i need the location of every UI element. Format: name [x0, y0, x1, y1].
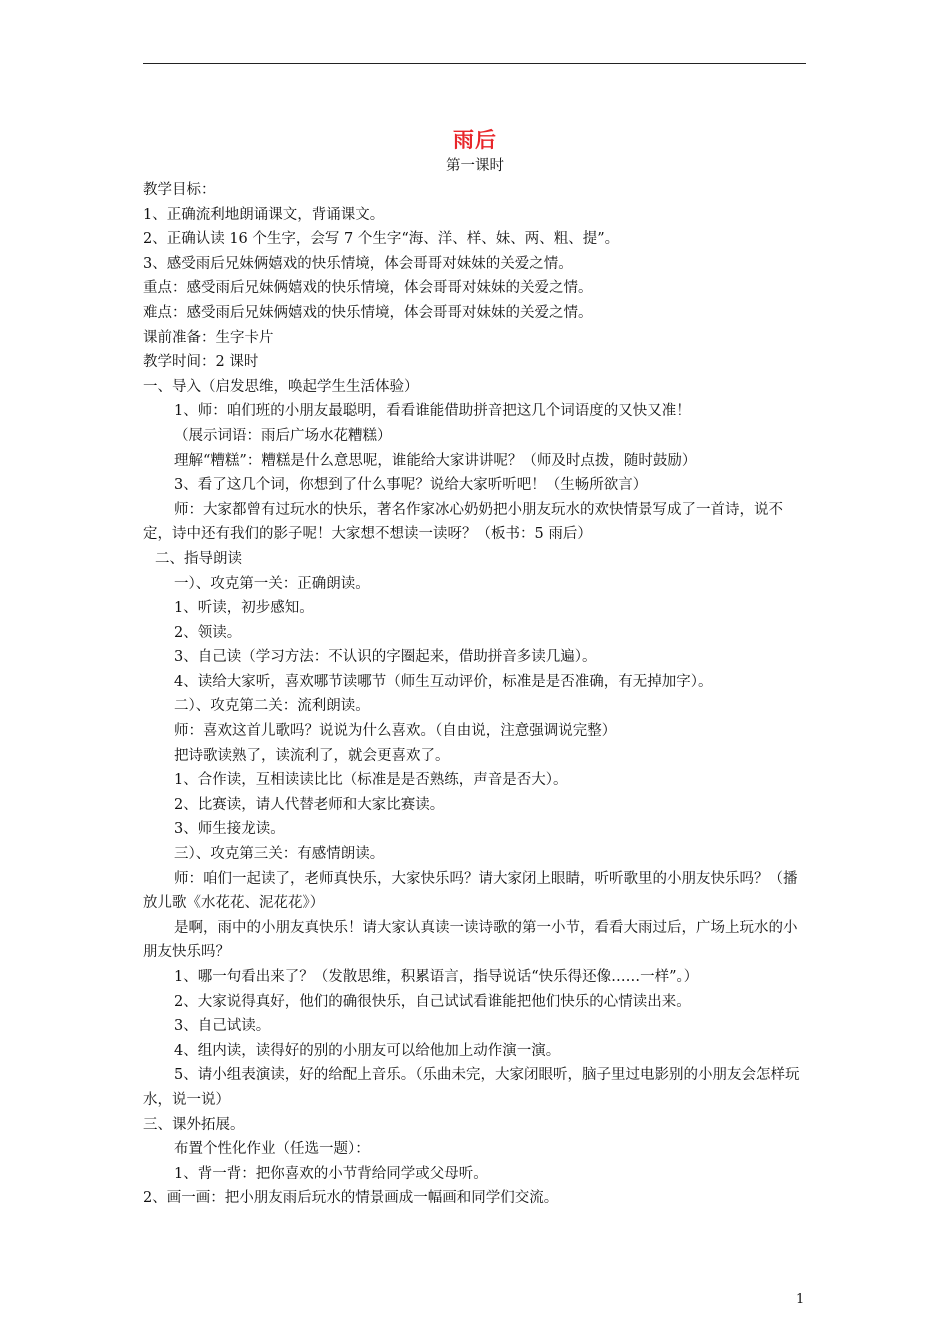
body-line: 2、画一画：把小朋友雨后玩水的情景画成一幅画和同学们交流。	[143, 1190, 559, 1207]
key-point-line: 重点：感受雨后兄妹俩嬉戏的快乐情境，体会哥哥对妹妹的关爱之情。	[143, 280, 593, 297]
body-line: 1、听读，初步感知。	[174, 600, 314, 617]
body-line: 2、领读。	[174, 624, 242, 641]
body-line: 1、背一背：把你喜欢的小节背给同学或父母听。	[174, 1165, 488, 1182]
body-line: 1、哪一句看出来了？（发散思维，积累语言，指导说话“快乐得还像……一样”。）	[174, 969, 699, 985]
time-line: 教学时间：2 课时	[143, 354, 259, 371]
body-line: 3、师生接龙读。	[174, 821, 285, 838]
body-paragraph: 是啊，雨中的小朋友真快乐！请大家认真读一读诗歌的第一小节，看看大雨过后，广场上玩水的小朋友快乐吗？	[143, 919, 798, 961]
lesson-body	[143, 178, 808, 1211]
objective-line: 1、正确流利地朗诵课文，背诵课文。	[143, 206, 385, 223]
body-line: 一）、攻克第一关：正确朗读。	[174, 575, 370, 592]
heading-objectives: 教学目标：	[143, 182, 216, 198]
lesson-title: 雨后	[453, 127, 497, 152]
body-line: 1、师：咱们班的小朋友最聪明，看看谁能借助拼音把这几个词语度的又快又准！	[174, 403, 691, 420]
body-paragraph: 师：大家都曾有过玩水的快乐，著名作家冰心奶奶把小朋友玩水的欢快情景写成了一首诗，说不定，诗中还有我们的影子呢！大家想不想读一读呀？（板书：5 雨后）	[143, 501, 783, 543]
body-line: 布置个性化作业（任选一题）：	[174, 1141, 370, 1158]
body-line: 4、组内读，读得好的别的小朋友可以给他加上动作演一演。	[174, 1042, 561, 1059]
difficulty-line: 难点：感受雨后兄妹俩嬉戏的快乐情境，体会哥哥对妹妹的关爱之情。	[143, 304, 593, 321]
body-line: 把诗歌读熟了，读流利了，就会更喜欢了。	[174, 747, 450, 764]
body-line: 师：喜欢这首儿歌吗？说说为什么喜欢。（自由说，注意强调说完整）	[174, 723, 617, 740]
body-line: 三）、攻克第三关：有感情朗读。	[174, 846, 385, 863]
body-line: 二）、攻克第二关：流利朗读。	[174, 698, 370, 715]
preparation-line: 课前准备：生字卡片	[143, 329, 274, 346]
section-heading: 二、指导朗读	[155, 550, 242, 567]
body-line: 4、读给大家听，喜欢哪节读哪节（师生互动评价，标准是是否准确，有无掉加字）。	[174, 673, 713, 690]
body-line: 2、大家说得真好，他们的确很快乐，自己试试看谁能把他们快乐的心情读出来。	[174, 993, 691, 1010]
body-paragraph: 5、请小组表演读，好的给配上音乐。（乐曲未完，大家闭眼听，脑子里过电影别的小朋友会怎样玩水，说一说）	[143, 1067, 800, 1108]
body-paragraph: 师：咱们一起读了，老师真快乐，大家快乐吗？请大家闭上眼睛，听听歌里的小朋友快乐吗？（播放儿歌《水花花、泥花花》）	[143, 870, 798, 912]
lesson-subtitle: 第一课时	[446, 158, 504, 174]
body-line: 1、合作读，互相读读比比（标准是是否熟练，声音是否大）。	[174, 772, 568, 789]
section-heading: 三、课外拓展。	[143, 1116, 245, 1133]
section-heading: 一、导入（启发思维，唤起学生生活体验）	[143, 378, 419, 395]
header-rule	[143, 63, 806, 64]
body-line: 3、看了这几个词，你想到了什么事呢？说给大家听听吧！（生畅所欲言）	[174, 477, 648, 494]
body-line: 3、自己试读。	[174, 1018, 271, 1035]
body-line: 3、自己读（学习方法：不认识的字圈起来，借助拼音多读几遍）。	[174, 649, 597, 666]
body-line: 2、比赛读，请人代替老师和大家比赛读。	[174, 796, 445, 813]
body-line: 理解“糟糕”：糟糕是什么意思呢，谁能给大家讲讲呢？（师及时点拨，随时鼓励）	[174, 452, 697, 469]
objective-line: 3、感受雨后兄妹俩嬉戏的快乐情境，体会哥哥对妹妹的关爱之情。	[143, 255, 573, 272]
body-line: （展示词语：雨后广场水花糟糕）	[174, 427, 392, 444]
page-number: 1	[796, 1292, 805, 1307]
objective-line: 2、正确认读 16 个生字，会写 7 个生字“海、洋、样、妹、两、粗、提”。	[143, 231, 620, 248]
